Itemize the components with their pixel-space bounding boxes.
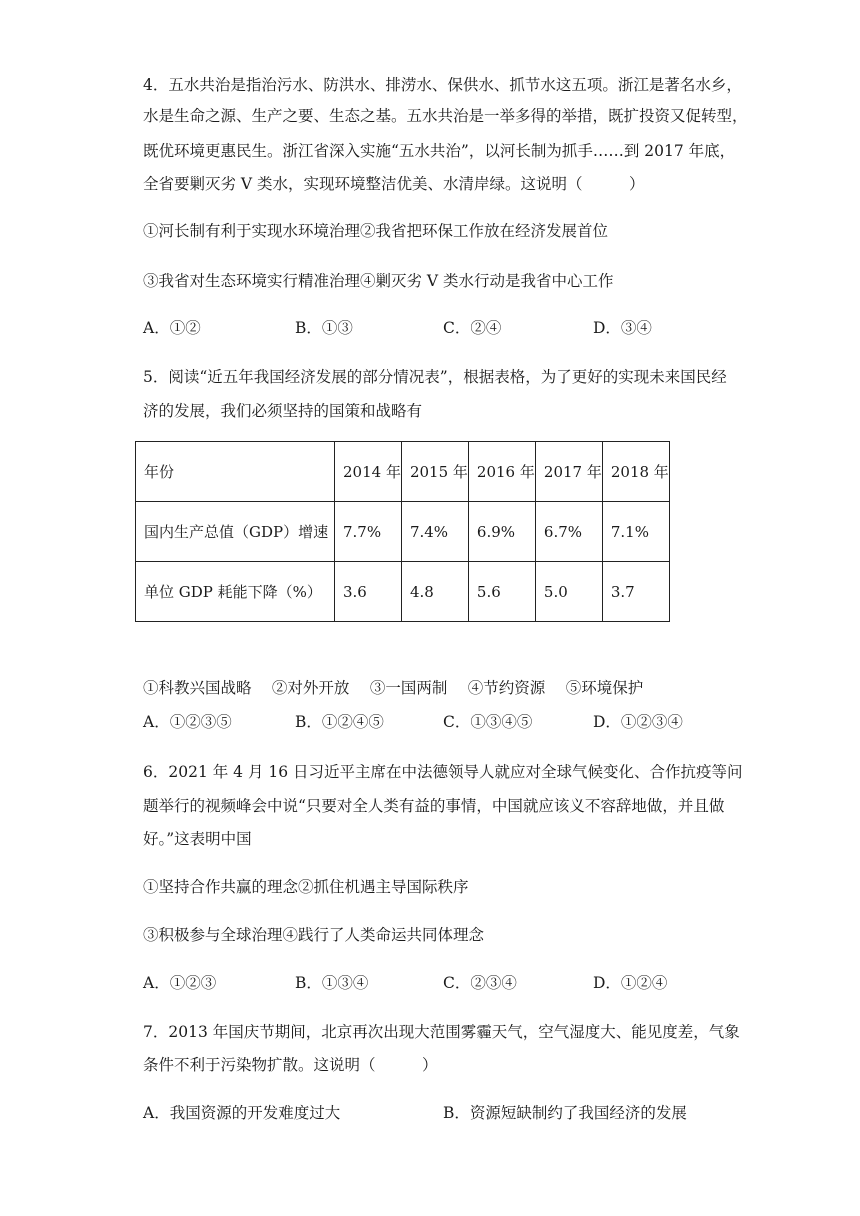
table-cell: 3.7 <box>602 562 669 622</box>
table-row <box>136 502 670 562</box>
q7-option-a[interactable]: A．我国资源的开发难度过大 <box>143 1104 341 1122</box>
q4-option-b[interactable]: B．①③ <box>295 319 353 337</box>
economy-table <box>135 441 670 622</box>
q4-line-4: 全省要剿灭劣 V 类水，实现环境整洁优美、水清岸绿。这说明（ ） <box>143 175 645 193</box>
table-cell: 7.1% <box>602 502 669 562</box>
q7-line-1: 7．2013 年国庆节期间，北京再次出现大范围雾霾天气，空气湿度大、能见度差，气象 <box>143 1023 740 1041</box>
table-cell: 3.6 <box>335 562 402 622</box>
q5-line-1: 5．阅读“近五年我国经济发展的部分情况表”，根据表格，为了更好的实现未来国民经 <box>143 368 727 386</box>
q4-option-a[interactable]: A．①② <box>143 319 201 337</box>
table-cell: 4.8 <box>401 562 468 622</box>
table-cell: 7.4% <box>401 502 468 562</box>
q5-option-b[interactable]: B．①②④⑤ <box>295 713 384 731</box>
q6-line-2: 题举行的视频峰会中说“只要对全人类有益的事情，中国就应该义不容辞地做，并且做 <box>143 797 725 815</box>
q6-option-d[interactable]: D．①②④ <box>593 974 668 992</box>
table-cell: 6.7% <box>535 502 602 562</box>
q4-statement-2: ③我省对生态环境实行精准治理④剿灭劣 V 类水行动是我省中心工作 <box>143 272 614 290</box>
q6-line-1: 6．2021 年 4 月 16 日习近平主席在中法德领导人就应对全球气候变化、合作抗疫等问 <box>143 763 743 781</box>
q4-line-2: 水是生命之源、生产之要、生态之基。五水共治是一举多得的举措，既扩投资又促转型， <box>143 107 748 125</box>
table-cell: 6.9% <box>468 502 535 562</box>
table-header-row <box>136 442 670 502</box>
table-cell: 5.0 <box>535 562 602 622</box>
table-row <box>136 562 670 622</box>
table-cell: 2016 年 <box>468 442 535 502</box>
q4-option-c[interactable]: C．②④ <box>443 319 502 337</box>
q6-option-c[interactable]: C．②③④ <box>443 974 517 992</box>
table-cell: 5.6 <box>468 562 535 622</box>
table-cell: 7.7% <box>335 502 402 562</box>
q6-option-b[interactable]: B．①③④ <box>295 974 369 992</box>
q7-option-b[interactable]: B．资源短缺制约了我国经济的发展 <box>443 1104 687 1122</box>
table-cell: 2018 年 <box>602 442 669 502</box>
q5-option-a[interactable]: A．①②③⑤ <box>143 713 232 731</box>
q7-line-2: 条件不利于污染物扩散。这说明（ ） <box>143 1056 438 1074</box>
q5-statements: ①科教兴国战略 ②对外开放 ③一国两制 ④节约资源 ⑤环境保护 <box>143 679 644 697</box>
table-cell: 单位 GDP 耗能下降（%） <box>136 562 335 622</box>
q6-option-a[interactable]: A．①②③ <box>143 974 217 992</box>
q4-option-d[interactable]: D．③④ <box>593 319 652 337</box>
table-cell: 国内生产总值（GDP）增速 <box>136 502 335 562</box>
q5-line-2: 济的发展，我们必须坚持的国策和战略有 <box>143 402 423 420</box>
q4-line-1: 4．五水共治是指治污水、防洪水、排涝水、保供水、抓节水这五项。浙江是著名水乡， <box>143 76 742 94</box>
q5-option-d[interactable]: D．①②③④ <box>593 713 683 731</box>
table-cell: 年份 <box>136 442 335 502</box>
q6-statement-2: ③积极参与全球治理④践行了人类命运共同体理念 <box>143 926 485 944</box>
table-cell: 2015 年 <box>401 442 468 502</box>
q5-option-c[interactable]: C．①③④⑤ <box>443 713 533 731</box>
table-cell: 2014 年 <box>335 442 402 502</box>
q4-statement-1: ①河长制有利于实现水环境治理②我省把环保工作放在经济发展首位 <box>143 222 609 240</box>
q4-line-3: 既优环境更惠民生。浙江省深入实施“五水共治”，以河长制为抓手……到 2017 年底， <box>143 142 736 160</box>
table-cell: 2017 年 <box>535 442 602 502</box>
q6-line-3: 好。”这表明中国 <box>143 830 252 848</box>
q6-statement-1: ①坚持合作共赢的理念②抓住机遇主导国际秩序 <box>143 878 469 896</box>
